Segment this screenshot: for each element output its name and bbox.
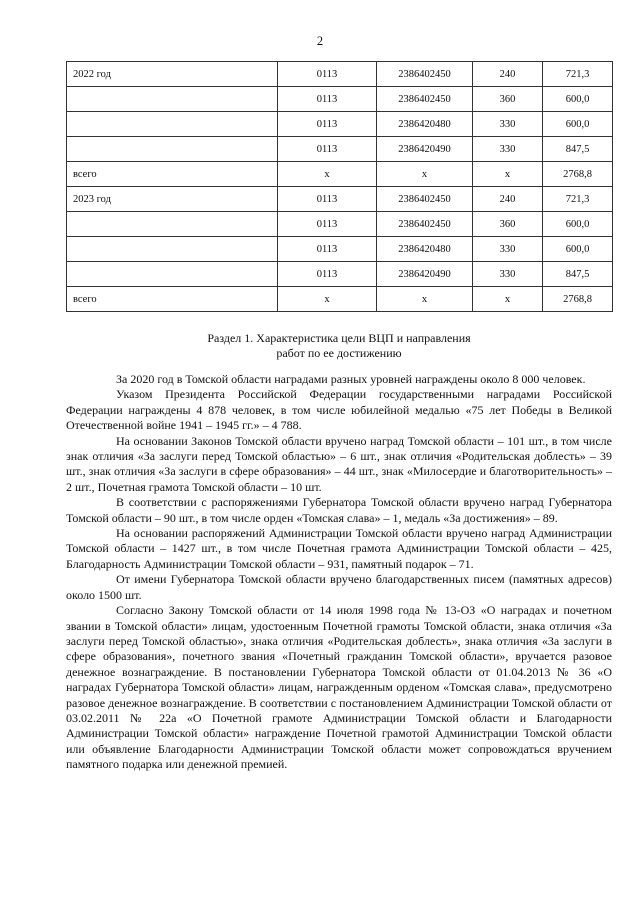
paragraph: За 2020 год в Томской области наградами разных уровней награждены около 8 000 человек. — [116, 372, 586, 386]
table-cell: 2386420480 — [377, 112, 473, 137]
section-title-line-2: работ по ее достижению — [276, 346, 402, 360]
paragraph: На основании распоряжений Администрации Томской области вручено наград Администрации Томской области – 1427 шт., в том числе Почетная грамота Администрации Томской области – 425, Благодарность Администрации Томской области – 931, памятный подарок – 71. — [66, 526, 612, 571]
table-cell — [67, 137, 278, 162]
budget-table — [66, 61, 613, 312]
table-cell: 600,0 — [543, 87, 613, 112]
table-cell: 330 — [473, 262, 543, 287]
table-cell: 2386402450 — [377, 62, 473, 87]
table-cell: 330 — [473, 112, 543, 137]
table-cell: 2386402450 — [377, 212, 473, 237]
table-cell: всего — [67, 287, 278, 312]
table-row — [67, 162, 613, 187]
paragraph: Согласно Закону Томской области от 14 июля 1998 года № 13-ОЗ «О наградах и почетном звании в Томской области» лицам, удостоенным Почетной грамоты Томской области, знака отличия «За заслуги перед Томской областью», знака отличия «Родительская доблесть», знака отличия «За заслуги в сфере образования», почетного звания «Почетный гражданин Томской области», вручается разовое денежное вознаграждение. В постановлении Губернатора Томской области от 01.04.2013 № 36 «О наградах Губернатора Томской области» лицам, награжденным орденом «Томская слава», предусмотрено разовое денежное вознаграждение. В соответствии с постановлением Администрации Томской области от 03.02.2011 № 22а «О Почетной грамоте Администрации Томской области и Благодарности Администрации Томской области» награждение Почетной грамотой Администрации Томской области или объявление Благодарности Администрации Томской области может сопровождаться вручением памятного подарка или денежной премией. — [66, 603, 612, 772]
table-cell: х — [377, 287, 473, 312]
budget-table-body — [67, 62, 613, 312]
table-cell: 2022 год — [67, 62, 278, 87]
table-cell: 0113 — [278, 237, 377, 262]
table-cell: 0113 — [278, 262, 377, 287]
table-cell: 0113 — [278, 212, 377, 237]
table-row — [67, 237, 613, 262]
table-cell: 2386420490 — [377, 137, 473, 162]
table-cell — [67, 262, 278, 287]
table-cell: 600,0 — [543, 112, 613, 137]
table-cell: 2768,8 — [543, 287, 613, 312]
page-number: 2 — [316, 34, 324, 48]
table-cell: 0113 — [278, 87, 377, 112]
table-cell: 240 — [473, 187, 543, 212]
table-cell: 0113 — [278, 137, 377, 162]
table-cell: 0113 — [278, 187, 377, 212]
table-cell — [67, 112, 278, 137]
table-cell: х — [473, 162, 543, 187]
table-cell: х — [278, 287, 377, 312]
table-cell: 2386420490 — [377, 262, 473, 287]
table-row — [67, 137, 613, 162]
table-row — [67, 187, 613, 212]
table-row — [67, 212, 613, 237]
table-cell: 721,3 — [543, 187, 613, 212]
table-cell: 721,3 — [543, 62, 613, 87]
table-cell: 2386402450 — [377, 87, 473, 112]
paragraph: От имени Губернатора Томской области вручено благодарственных писем (памятных адресов) около 1500 шт. — [66, 572, 612, 602]
table-cell — [67, 212, 278, 237]
table-cell: 2768,8 — [543, 162, 613, 187]
table-row — [67, 62, 613, 87]
table-cell: всего — [67, 162, 278, 187]
table-cell — [67, 237, 278, 262]
table-cell: 0113 — [278, 62, 377, 87]
table-cell: 847,5 — [543, 137, 613, 162]
paragraph: На основании Законов Томской области вручено наград Томской области – 101 шт., в том числе знак отличия «За заслуги перед Томской областью» – 6 шт., знак отличия «Родительская доблесть» – 39 шт., знак отличия «За заслуги в сфере образования» – 44 шт., знак «Милосердие и благотворительность» – 2 шт., Почетная грамота Томской области – 10 шт. — [66, 433, 612, 494]
table-row — [67, 112, 613, 137]
table-cell: 847,5 — [543, 262, 613, 287]
table-cell: 600,0 — [543, 237, 613, 262]
table-cell: 330 — [473, 237, 543, 262]
table-cell: 600,0 — [543, 212, 613, 237]
table-cell: х — [473, 287, 543, 312]
body-text — [66, 372, 612, 773]
paragraph: Указом Президента Российской Федерации государственными наградами Российской Федерации награждены 4 878 человек, в том числе юбилейной медалью «75 лет Победы в Великой Отечественной войне 1941 – 1945 гг.» – 4 788. — [66, 387, 612, 433]
table-row — [67, 262, 613, 287]
table-cell: 0113 — [278, 112, 377, 137]
section-title — [66, 331, 612, 361]
section-title-line-1: Раздел 1. Характеристика цели ВЦП и направления — [207, 331, 471, 345]
table-row — [67, 87, 613, 112]
table-cell: 360 — [473, 87, 543, 112]
table-cell: х — [278, 162, 377, 187]
table-cell: х — [377, 162, 473, 187]
table-cell: 360 — [473, 212, 543, 237]
table-cell: 330 — [473, 137, 543, 162]
table-row — [67, 287, 613, 312]
table-cell: 2386420480 — [377, 237, 473, 262]
table-cell — [67, 87, 278, 112]
table-cell: 2386402450 — [377, 187, 473, 212]
paragraph: В соответствии с распоряжениями Губернатора Томской области вручено наград Губернатора Томской области – 90 шт., в том числе орден «Томская слава» – 1, медаль «За достижения» – 89. — [66, 495, 612, 525]
table-cell: 2023 год — [67, 187, 278, 212]
table-cell: 240 — [473, 62, 543, 87]
